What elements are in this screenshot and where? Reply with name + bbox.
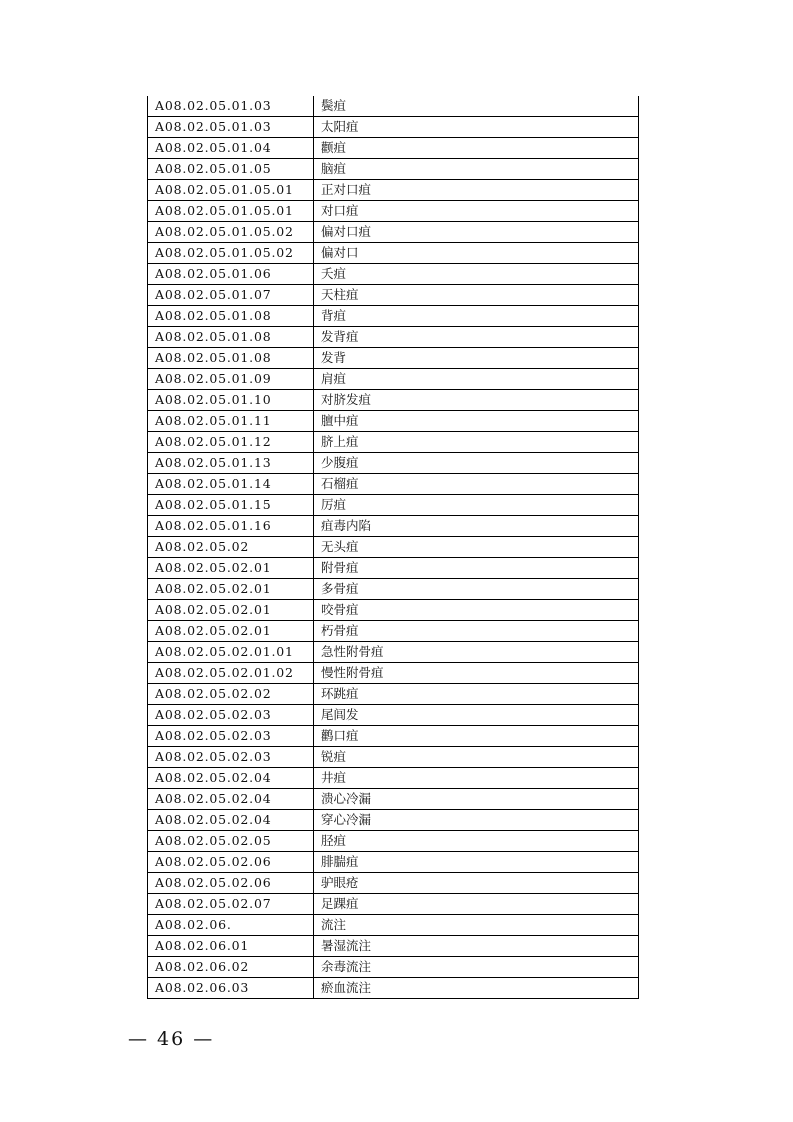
code-cell: A08.02.05.01.11 <box>148 411 314 432</box>
code-cell: A08.02.05.01.16 <box>148 516 314 537</box>
table-row <box>148 453 639 474</box>
name-cell: 偏对口疽 <box>314 222 639 243</box>
table-row <box>148 243 639 264</box>
name-cell: 咬骨疽 <box>314 600 639 621</box>
code-cell: A08.02.05.01.03 <box>148 117 314 138</box>
code-cell: A08.02.05.02.07 <box>148 894 314 915</box>
name-cell: 疽毒内陷 <box>314 516 639 537</box>
code-table <box>147 96 639 999</box>
table-row <box>148 96 639 117</box>
table-row <box>148 831 639 852</box>
name-cell: 厉疽 <box>314 495 639 516</box>
page-number: — 46 — <box>128 1028 215 1050</box>
table-row <box>148 789 639 810</box>
table-row <box>148 117 639 138</box>
table-row <box>148 768 639 789</box>
name-cell: 膻中疽 <box>314 411 639 432</box>
table-body <box>148 96 639 999</box>
name-cell: 瘀血流注 <box>314 978 639 999</box>
table-row <box>148 600 639 621</box>
code-cell: A08.02.05.02.04 <box>148 789 314 810</box>
code-cell: A08.02.05.02.01 <box>148 579 314 600</box>
code-cell: A08.02.06. <box>148 915 314 936</box>
code-cell: A08.02.06.01 <box>148 936 314 957</box>
code-cell: A08.02.05.01.08 <box>148 306 314 327</box>
table-row <box>148 222 639 243</box>
code-cell: A08.02.05.01.05.02 <box>148 222 314 243</box>
table-row <box>148 957 639 978</box>
name-cell: 暑湿流注 <box>314 936 639 957</box>
name-cell: 鹳口疽 <box>314 726 639 747</box>
code-cell: A08.02.05.01.06 <box>148 264 314 285</box>
code-cell: A08.02.05.01.08 <box>148 348 314 369</box>
table-row <box>148 915 639 936</box>
table-row <box>148 747 639 768</box>
code-cell: A08.02.05.01.10 <box>148 390 314 411</box>
code-cell: A08.02.05.02.02 <box>148 684 314 705</box>
name-cell: 脑疽 <box>314 159 639 180</box>
code-cell: A08.02.05.02.03 <box>148 747 314 768</box>
table-row <box>148 936 639 957</box>
code-cell: A08.02.05.02.01.01 <box>148 642 314 663</box>
name-cell: 夭疽 <box>314 264 639 285</box>
table-row <box>148 579 639 600</box>
code-cell: A08.02.06.02 <box>148 957 314 978</box>
name-cell: 对口疽 <box>314 201 639 222</box>
code-cell: A08.02.05.02 <box>148 537 314 558</box>
table-row <box>148 264 639 285</box>
table-row <box>148 201 639 222</box>
code-cell: A08.02.05.02.01 <box>148 621 314 642</box>
table-row <box>148 369 639 390</box>
code-cell: A08.02.05.01.05 <box>148 159 314 180</box>
code-cell: A08.02.05.01.14 <box>148 474 314 495</box>
table-row <box>148 285 639 306</box>
name-cell: 发背 <box>314 348 639 369</box>
code-cell: A08.02.05.01.05.01 <box>148 201 314 222</box>
name-cell: 少腹疽 <box>314 453 639 474</box>
table-row <box>148 516 639 537</box>
name-cell: 流注 <box>314 915 639 936</box>
table-row <box>148 495 639 516</box>
code-cell: A08.02.05.02.03 <box>148 726 314 747</box>
name-cell: 无头疽 <box>314 537 639 558</box>
table-row <box>148 810 639 831</box>
code-cell: A08.02.05.02.01 <box>148 558 314 579</box>
table-row <box>148 663 639 684</box>
code-cell: A08.02.05.01.08 <box>148 327 314 348</box>
table-row <box>148 348 639 369</box>
code-cell: A08.02.05.01.13 <box>148 453 314 474</box>
name-cell: 附骨疽 <box>314 558 639 579</box>
table-row <box>148 432 639 453</box>
code-cell: A08.02.05.02.06 <box>148 852 314 873</box>
name-cell: 多骨疽 <box>314 579 639 600</box>
table-row <box>148 684 639 705</box>
name-cell: 对脐发疽 <box>314 390 639 411</box>
code-cell: A08.02.05.02.03 <box>148 705 314 726</box>
code-cell: A08.02.05.02.01.02 <box>148 663 314 684</box>
table-row <box>148 558 639 579</box>
table-row <box>148 726 639 747</box>
table-row <box>148 474 639 495</box>
name-cell: 驴眼疮 <box>314 873 639 894</box>
code-cell: A08.02.05.01.03 <box>148 96 314 117</box>
table-row <box>148 327 639 348</box>
name-cell: 余毒流注 <box>314 957 639 978</box>
code-cell: A08.02.05.02.04 <box>148 768 314 789</box>
name-cell: 太阳疽 <box>314 117 639 138</box>
name-cell: 井疽 <box>314 768 639 789</box>
code-cell: A08.02.05.02.04 <box>148 810 314 831</box>
table-row <box>148 138 639 159</box>
code-cell: A08.02.05.01.15 <box>148 495 314 516</box>
table-row <box>148 159 639 180</box>
name-cell: 颧疽 <box>314 138 639 159</box>
code-cell: A08.02.05.01.05.01 <box>148 180 314 201</box>
name-cell: 鬓疽 <box>314 96 639 117</box>
table-row <box>148 537 639 558</box>
code-cell: A08.02.06.03 <box>148 978 314 999</box>
table-row <box>148 894 639 915</box>
code-cell: A08.02.05.01.09 <box>148 369 314 390</box>
name-cell: 急性附骨疽 <box>314 642 639 663</box>
name-cell: 溃心冷漏 <box>314 789 639 810</box>
name-cell: 环跳疽 <box>314 684 639 705</box>
name-cell: 腓腨疽 <box>314 852 639 873</box>
table-row <box>148 978 639 999</box>
code-cell: A08.02.05.02.05 <box>148 831 314 852</box>
table-row <box>148 621 639 642</box>
name-cell: 锐疽 <box>314 747 639 768</box>
table-row <box>148 705 639 726</box>
code-cell: A08.02.05.02.01 <box>148 600 314 621</box>
name-cell: 石榴疽 <box>314 474 639 495</box>
name-cell: 尾闾发 <box>314 705 639 726</box>
name-cell: 慢性附骨疽 <box>314 663 639 684</box>
table-row <box>148 390 639 411</box>
name-cell: 足踝疽 <box>314 894 639 915</box>
name-cell: 肩疽 <box>314 369 639 390</box>
table-row <box>148 306 639 327</box>
name-cell: 偏对口 <box>314 243 639 264</box>
table-row <box>148 180 639 201</box>
code-cell: A08.02.05.02.06 <box>148 873 314 894</box>
name-cell: 背疽 <box>314 306 639 327</box>
table-row <box>148 852 639 873</box>
name-cell: 穿心冷漏 <box>314 810 639 831</box>
name-cell: 胫疽 <box>314 831 639 852</box>
table-row <box>148 411 639 432</box>
code-cell: A08.02.05.01.04 <box>148 138 314 159</box>
name-cell: 正对口疽 <box>314 180 639 201</box>
code-cell: A08.02.05.01.07 <box>148 285 314 306</box>
table-row <box>148 873 639 894</box>
name-cell: 朽骨疽 <box>314 621 639 642</box>
name-cell: 天柱疽 <box>314 285 639 306</box>
name-cell: 脐上疽 <box>314 432 639 453</box>
name-cell: 发背疽 <box>314 327 639 348</box>
code-cell: A08.02.05.01.12 <box>148 432 314 453</box>
code-cell: A08.02.05.01.05.02 <box>148 243 314 264</box>
table-row <box>148 642 639 663</box>
